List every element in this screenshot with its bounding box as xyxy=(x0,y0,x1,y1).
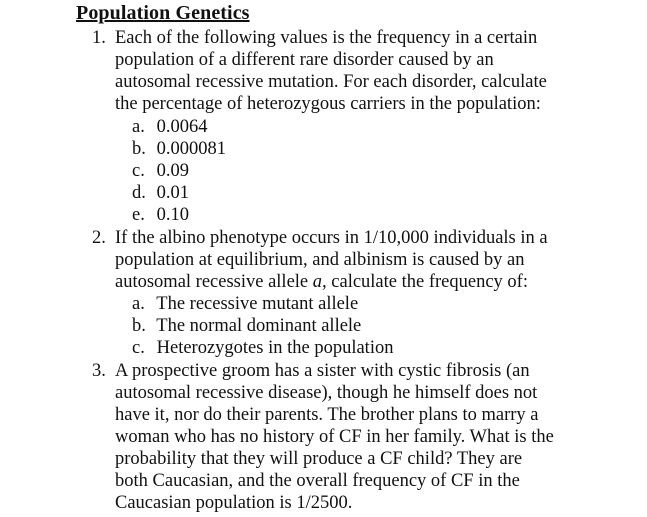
question-2 xyxy=(92,227,592,293)
question-line xyxy=(115,271,592,293)
list-item xyxy=(132,315,361,337)
list-item xyxy=(132,293,358,315)
question-text xyxy=(115,360,592,514)
list-item xyxy=(132,204,189,226)
item-label: b. xyxy=(132,139,146,159)
item-value: The normal dominant allele xyxy=(156,316,362,336)
list-item xyxy=(132,160,189,182)
list-item xyxy=(132,138,226,160)
item-value: 0.0064 xyxy=(156,117,208,137)
list-item xyxy=(132,116,208,138)
question-line: both Caucasian, and the overall frequency of CF in the xyxy=(115,471,520,491)
page-title: Population Genetics xyxy=(76,2,250,24)
item-value: Heterozygotes in the population xyxy=(156,338,394,358)
line-text: autosomal recessive allele xyxy=(115,272,313,292)
question-line: Caucasian population is 1/2500. xyxy=(115,493,353,513)
item-label: c. xyxy=(132,161,145,181)
question-line: the percentage of heterozygous carriers in the population: xyxy=(115,94,541,114)
item-label: c. xyxy=(132,338,145,358)
list-item xyxy=(132,182,189,204)
question-number: 1. xyxy=(92,28,106,48)
question-line: If the albino phenotype occurs in 1/10,000 individuals in a xyxy=(115,228,548,248)
item-value: 0.09 xyxy=(156,161,189,181)
item-value: 0.000081 xyxy=(156,139,226,159)
question-text xyxy=(115,27,592,115)
item-value: The recessive mutant allele xyxy=(156,294,359,314)
item-label: b. xyxy=(132,316,146,336)
question-3 xyxy=(92,360,592,514)
question-line: have it, nor do their parents. The brother plans to marry a xyxy=(115,405,539,425)
item-value: 0.10 xyxy=(156,205,189,225)
question-line: autosomal recessive disease), though he himself does not xyxy=(115,383,538,403)
item-label: a. xyxy=(132,117,145,137)
question-text xyxy=(115,227,592,293)
item-label: e. xyxy=(132,205,145,225)
item-value: 0.01 xyxy=(156,183,189,203)
question-line: autosomal recessive mutation. For each disorder, calculate xyxy=(115,72,547,92)
line-text: calculate the frequency of: xyxy=(326,272,528,292)
question-number: 3. xyxy=(92,361,106,381)
question-line: probability that they will produce a CF child? They are xyxy=(115,449,523,469)
question-1 xyxy=(92,27,592,115)
question-line: population of a different rare disorder caused by an xyxy=(115,50,494,70)
question-line: Each of the following values is the frequency in a certain xyxy=(115,28,538,48)
item-label: d. xyxy=(132,183,146,203)
question-number: 2. xyxy=(92,228,106,248)
allele-symbol: a, xyxy=(312,272,327,292)
list-item xyxy=(132,337,393,359)
question-line: population at equilibrium, and albinism is caused by an xyxy=(115,250,525,270)
question-line: woman who has no history of CF in her family. What is the xyxy=(115,427,554,447)
item-label: a. xyxy=(132,294,145,314)
question-line: A prospective groom has a sister with cystic fibrosis (an xyxy=(115,361,530,381)
